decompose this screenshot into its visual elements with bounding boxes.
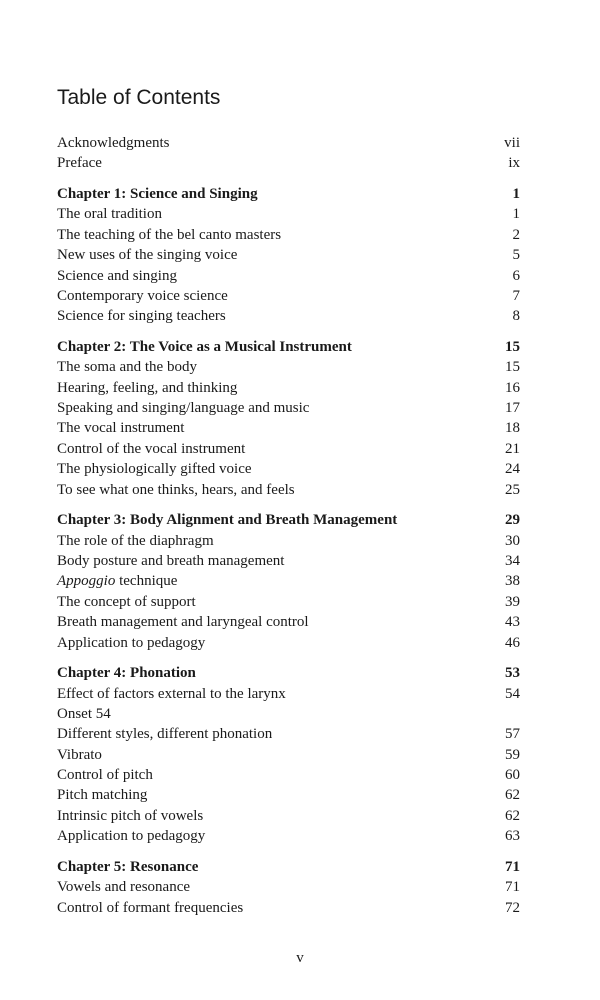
chapter-heading <box>57 857 520 877</box>
toc-entry-page: 46 <box>505 634 520 651</box>
toc-entry-page: 72 <box>505 899 520 916</box>
toc-entry-page: 54 <box>505 685 520 702</box>
front-matter <box>57 133 520 174</box>
toc-entry-title: The vocal instrument <box>57 420 185 437</box>
chapter-heading <box>57 337 520 357</box>
toc-entry-title: Different styles, different phonation <box>57 726 273 743</box>
toc-entry-title: Science for singing teachers <box>57 308 226 325</box>
toc-entry-title: Contemporary voice science <box>57 287 228 304</box>
toc-entry <box>57 531 520 551</box>
toc-entry <box>57 357 520 377</box>
toc-entry-page: 60 <box>505 767 520 784</box>
toc-entry <box>57 551 520 571</box>
toc-entry-page: 62 <box>505 787 520 804</box>
toc-entry-page: 43 <box>505 614 520 631</box>
toc-entry <box>57 306 520 326</box>
toc-entry <box>57 286 520 306</box>
chapter-heading <box>57 184 520 204</box>
toc-entry-title: Control of pitch <box>57 767 153 784</box>
toc-entry-page: 2 <box>512 226 520 243</box>
toc-entry-title: The physiologically gifted voice <box>57 461 252 478</box>
toc-entry-page: 21 <box>505 440 520 457</box>
toc-entry <box>57 806 520 826</box>
toc-entry <box>57 459 520 479</box>
toc-entry-page: 15 <box>505 359 520 376</box>
toc-entry <box>57 133 520 153</box>
toc-entry-title: Breath management and laryngeal control <box>57 614 309 631</box>
toc-entry-title: The soma and the body <box>57 359 197 376</box>
page-title: Table of Contents <box>57 86 221 109</box>
toc-entry <box>57 153 520 173</box>
toc-entry-title: Intrinsic pitch of vowels <box>57 807 204 824</box>
toc-entry-title-rest: technique <box>115 573 178 590</box>
chapter-title: Chapter 5: Resonance <box>57 858 199 875</box>
chapter-page: 15 <box>505 338 520 355</box>
toc-entry-title: The oral tradition <box>57 206 162 223</box>
chapter-title: Chapter 1: Science and Singing <box>57 185 258 202</box>
toc-entry <box>57 204 520 224</box>
toc-entry <box>57 765 520 785</box>
toc-entry-page: 71 <box>505 879 520 896</box>
toc-entry-page: 25 <box>505 481 520 498</box>
toc-entry-page: 17 <box>505 400 520 417</box>
toc-entry <box>57 266 520 286</box>
toc-entry <box>57 745 520 765</box>
toc-entry <box>57 633 520 653</box>
toc-entry-page: 39 <box>505 593 520 610</box>
chapter-page: 71 <box>505 858 520 875</box>
toc-entry <box>57 612 520 632</box>
toc-entry-page: 1 <box>512 206 520 223</box>
toc-entry-title: The role of the diaphragm <box>57 532 214 549</box>
toc-entry-page: 7 <box>512 287 520 304</box>
toc-entry-title: Body posture and breath management <box>57 552 285 569</box>
toc-entry-title: Science and singing <box>57 267 177 284</box>
toc-entry-page: 6 <box>512 267 520 284</box>
chapter-title: Chapter 2: The Voice as a Musical Instrument <box>57 338 352 355</box>
toc-entry <box>57 571 520 591</box>
toc-entry-page: ix <box>508 155 520 172</box>
toc-entry-page: vii <box>504 135 520 151</box>
toc-entry-title: The concept of support <box>57 593 196 610</box>
toc-entry <box>57 724 520 744</box>
toc-entry-title: Application to pedagogy <box>57 634 206 651</box>
toc-entry <box>57 245 520 265</box>
toc-entry <box>57 398 520 418</box>
toc-entry-page: 16 <box>505 379 520 396</box>
toc-entry <box>57 785 520 805</box>
toc-entry-title: The teaching of the bel canto masters <box>57 226 282 243</box>
page-number: v <box>296 950 304 966</box>
toc-entry-title: To see what one thinks, hears, and feels <box>57 481 295 498</box>
toc-entry <box>57 480 520 500</box>
toc-entry <box>57 826 520 846</box>
toc-entry-page: 38 <box>505 573 520 590</box>
chapter-heading <box>57 663 520 683</box>
toc-entry-page: 63 <box>505 828 520 845</box>
chapter-2-group <box>57 337 520 500</box>
chapter-1-group <box>57 184 520 327</box>
toc-entry <box>57 877 520 897</box>
table-of-contents <box>57 133 520 928</box>
toc-entry <box>57 439 520 459</box>
toc-entry-title: Acknowledgments <box>57 135 170 151</box>
toc-entry-page: 18 <box>505 420 520 437</box>
toc-entry <box>57 898 520 918</box>
toc-entry-title: Vowels and resonance <box>57 879 191 896</box>
chapter-5-group <box>57 857 520 918</box>
toc-entry-title: Onset 54 <box>57 705 111 722</box>
toc-entry <box>57 684 520 704</box>
toc-entry-title: Vibrato <box>57 746 102 763</box>
chapter-3-group <box>57 510 520 653</box>
toc-entry-title: New uses of the singing voice <box>57 247 238 264</box>
toc-entry-title: Control of formant frequencies <box>57 899 244 916</box>
toc-entry-page: 5 <box>512 247 520 264</box>
toc-entry-title: Effect of factors external to the larynx <box>57 685 286 702</box>
chapter-page: 1 <box>512 185 520 202</box>
toc-entry-title-italic: Appoggio <box>57 573 116 590</box>
toc-entry-page: 24 <box>505 461 520 478</box>
toc-entry <box>57 378 520 398</box>
toc-entry-page: 57 <box>505 726 520 743</box>
chapter-title: Chapter 3: Body Alignment and Breath Management <box>57 512 398 529</box>
toc-entry-title <box>57 571 177 591</box>
toc-entry <box>57 225 520 245</box>
toc-entry-title: Pitch matching <box>57 787 148 804</box>
toc-entry-title: Hearing, feeling, and thinking <box>57 379 238 396</box>
toc-entry-page: 34 <box>505 552 520 569</box>
toc-entry-page: 30 <box>505 532 520 549</box>
toc-entry-title: Control of the vocal instrument <box>57 440 246 457</box>
toc-entry <box>57 418 520 438</box>
toc-entry-page: 62 <box>505 807 520 824</box>
chapter-4-group <box>57 663 520 847</box>
toc-entry-title: Application to pedagogy <box>57 828 206 845</box>
chapter-page: 29 <box>505 512 520 529</box>
toc-entry <box>57 592 520 612</box>
toc-entry <box>57 704 520 724</box>
toc-entry-title: Preface <box>57 155 102 172</box>
chapter-page: 53 <box>505 665 520 682</box>
chapter-heading <box>57 510 520 530</box>
toc-entry-title: Speaking and singing/language and music <box>57 400 310 417</box>
toc-entry-page: 8 <box>512 308 520 325</box>
toc-entry-page: 59 <box>505 746 520 763</box>
chapter-title: Chapter 4: Phonation <box>57 665 196 682</box>
